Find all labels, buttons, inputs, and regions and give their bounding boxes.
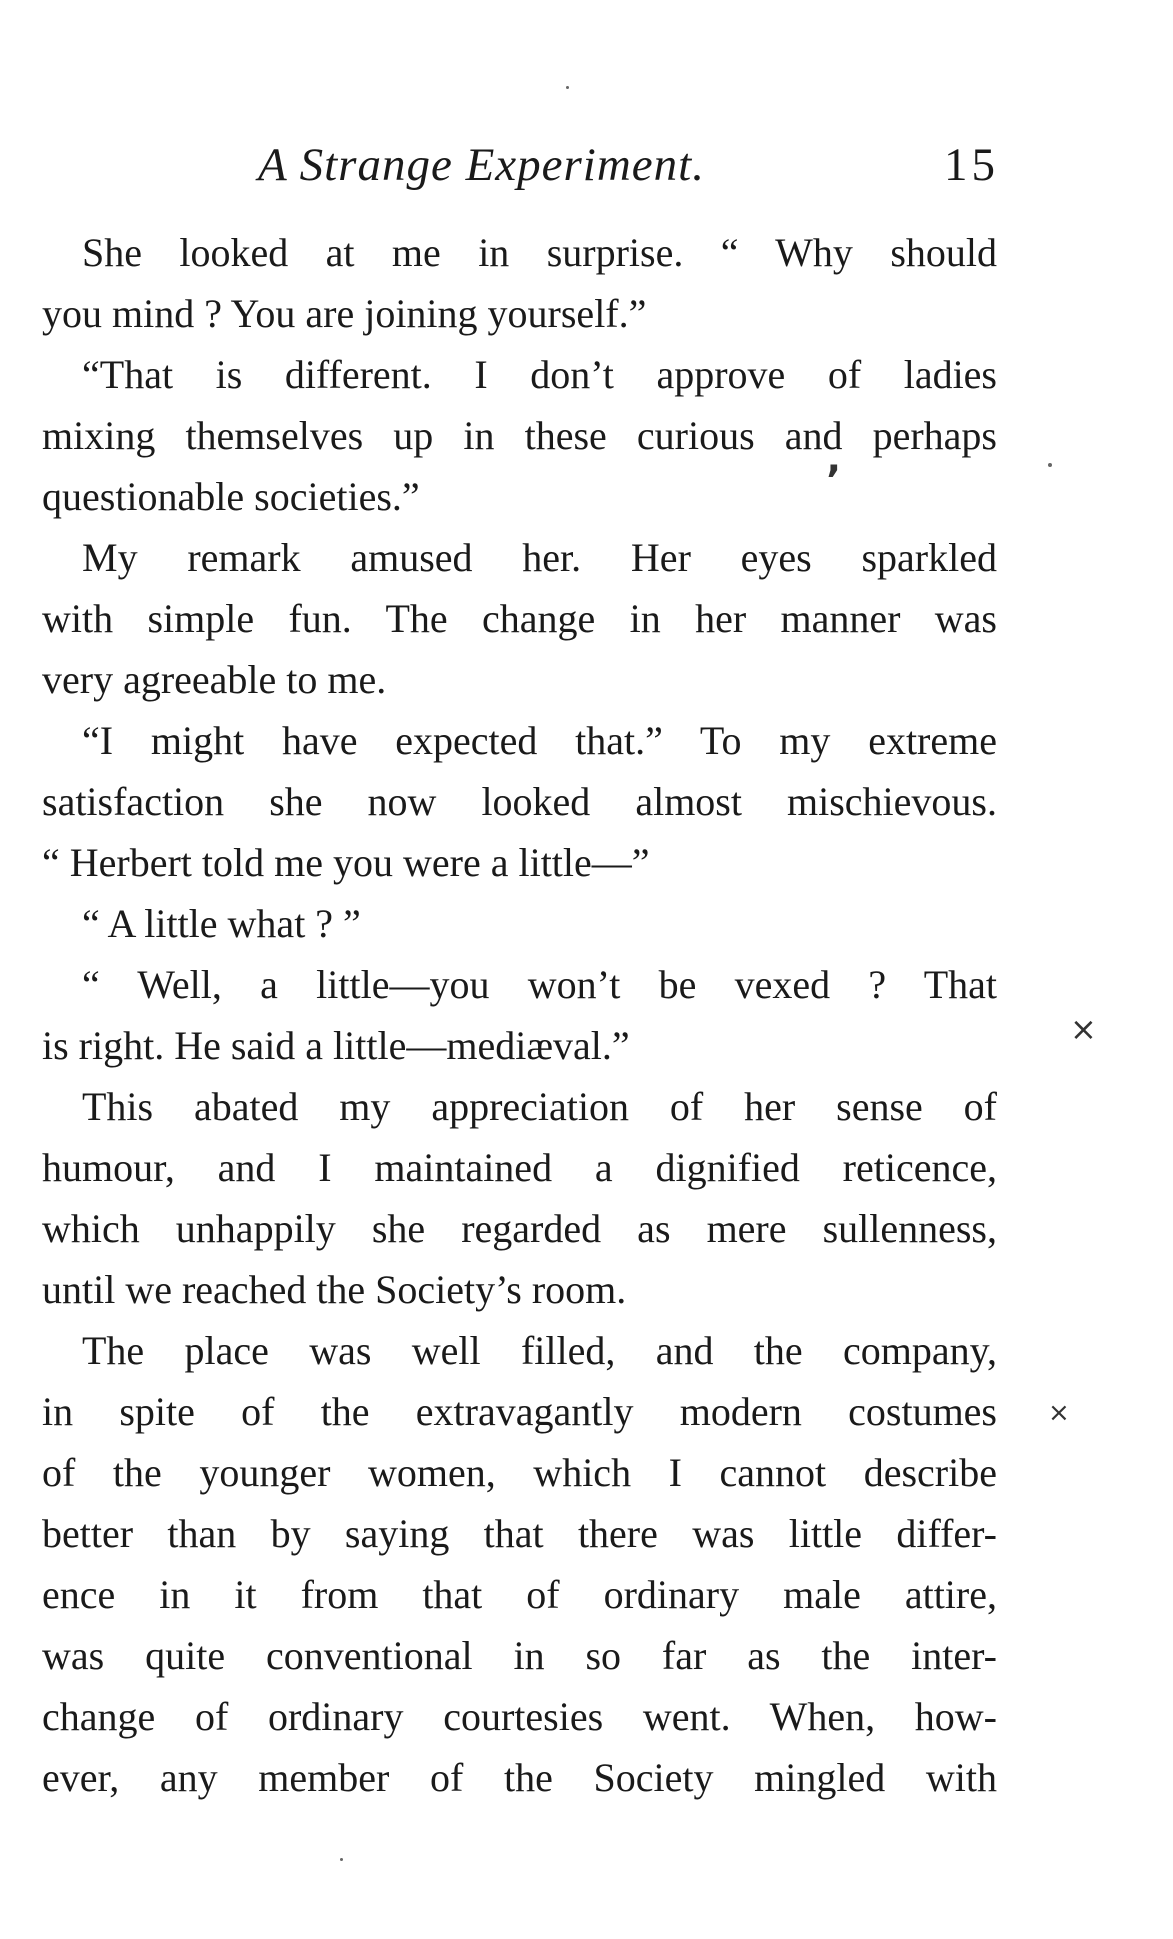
text-line: questionable societies.” (42, 474, 420, 519)
text-line: “I might have expected that.” To my extreme (82, 718, 997, 763)
text-line: This abated my appreciation of her sense of (82, 1084, 997, 1129)
text-line: She looked at me in surprise. “ Why should (82, 230, 997, 275)
body-text (42, 222, 997, 1808)
text-line: until we reached the Society’s room. (42, 1267, 627, 1312)
text-line: “ A little what ? ” (82, 901, 361, 946)
text-line: humour, and I maintained a dignified reticence, (42, 1145, 997, 1190)
text-line: change of ordinary courtesies went. When, how- (42, 1694, 997, 1739)
text-line: was quite conventional in so far as the inter- (42, 1633, 997, 1678)
page-number: 15 (944, 139, 999, 191)
text-line: of the younger women, which I cannot describe (42, 1450, 997, 1495)
margin-mark: × (1070, 1010, 1097, 1048)
ink-dot (1048, 463, 1052, 467)
text-line: “That is different. I don’t approve of ladies (82, 352, 997, 397)
text-line: you mind ? You are joining yourself.” (42, 291, 647, 336)
text-line: My remark amused her. Her eyes sparkled (82, 535, 997, 580)
text-line: with simple fun. The change in her manner was (42, 596, 997, 641)
running-head (0, 138, 1173, 198)
ink-dot (566, 86, 569, 89)
running-title: A Strange Experiment. (258, 139, 705, 191)
text-line: which unhappily she regarded as mere sullenness, (42, 1206, 997, 1251)
text-line: The place was well filled, and the company, (82, 1328, 997, 1373)
text-line: in spite of the extravagantly modern costumes (42, 1389, 997, 1434)
text-line: “ Well, a little—you won’t be vexed ? That (82, 962, 997, 1007)
margin-mark: × (1048, 1398, 1070, 1428)
text-line: very agreeable to me. (42, 657, 387, 702)
margin-mark: ’ (826, 458, 842, 504)
text-line: mixing themselves up in these curious and perhaps (42, 413, 997, 458)
text-line: satisfaction she now looked almost mischievous. (42, 779, 997, 824)
text-line: is right. He said a little—mediæval.” (42, 1023, 630, 1068)
text-line: ence in it from that of ordinary male attire, (42, 1572, 997, 1617)
text-line: “ Herbert told me you were a little—” (42, 840, 650, 885)
ink-dot (340, 1858, 343, 1861)
text-line: ever, any member of the Society mingled with (42, 1755, 997, 1800)
text-line: better than by saying that there was little differ- (42, 1511, 997, 1556)
